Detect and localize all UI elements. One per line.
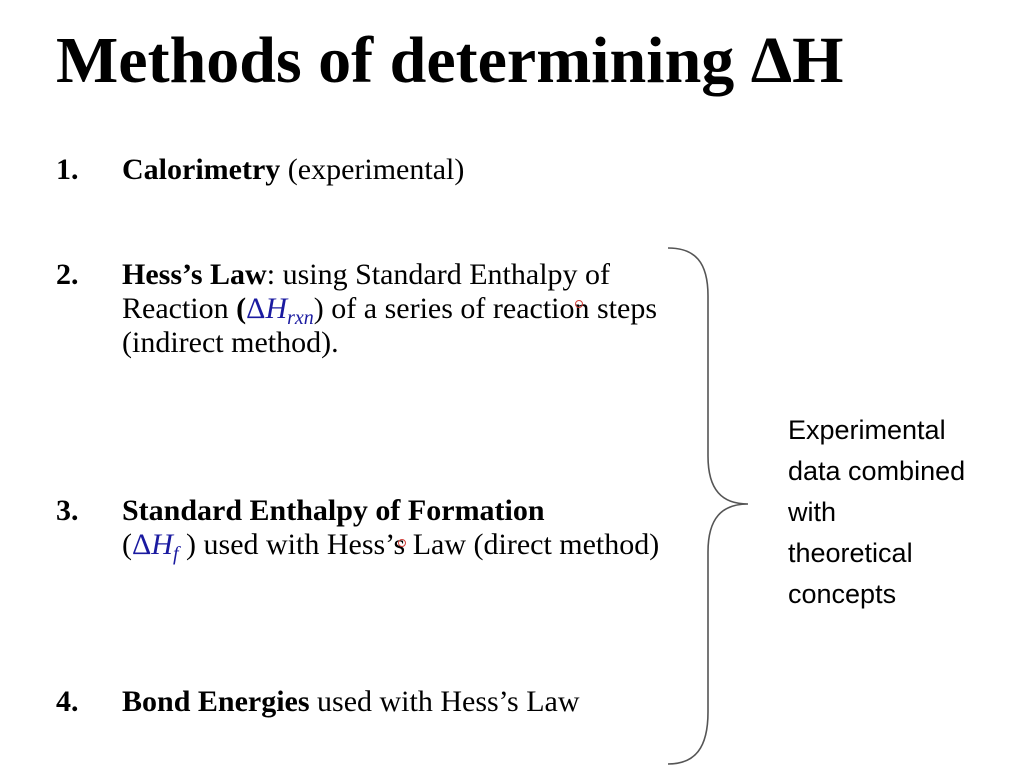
slide-title: Methods of determining ΔH xyxy=(56,24,844,97)
item-term: Bond Energies xyxy=(122,685,310,718)
method-item-standard-enthalpy-formation xyxy=(56,494,706,565)
item-text: of a series of reaction steps (indirect method). xyxy=(122,292,657,359)
item-text: (experimental) xyxy=(280,153,465,186)
item-term: Standard Enthalpy of Formation xyxy=(122,494,545,527)
open-paren: ( xyxy=(236,292,247,325)
open-paren: ( xyxy=(122,528,132,561)
item-number: 1. xyxy=(56,153,79,186)
item-number: 4. xyxy=(56,685,79,718)
subscript-f: f xyxy=(172,543,179,565)
delta-symbol: Δ xyxy=(132,528,152,561)
annotation-circle-marker xyxy=(575,300,583,308)
method-item-bond-energies xyxy=(56,685,706,719)
annotation-circle-marker xyxy=(398,539,406,547)
item-term: Hess’s Law xyxy=(122,258,267,291)
item-body xyxy=(122,685,706,719)
enthalpy-reaction-symbol xyxy=(246,292,314,329)
enthalpy-variable: H xyxy=(265,292,288,325)
right-brace-icon xyxy=(660,244,760,768)
item-text: used with Hess’s Law xyxy=(309,685,580,718)
item-text: used with Hess’s Law (direct method) xyxy=(196,528,660,561)
enthalpy-variable: H xyxy=(151,528,173,561)
item-text: : using Standard Enthalpy of Reaction xyxy=(122,258,611,325)
method-item-hess-law xyxy=(56,258,706,360)
item-term: Calorimetry xyxy=(122,153,281,186)
enthalpy-formation-symbol xyxy=(132,528,179,565)
item-number: 3. xyxy=(56,494,79,527)
delta-symbol: Δ xyxy=(246,292,266,325)
item-body xyxy=(122,494,706,565)
item-body xyxy=(122,153,706,187)
method-item-calorimetry xyxy=(56,153,706,187)
side-note: Experimental data combined with theoretical concepts xyxy=(788,415,966,609)
item-body xyxy=(122,258,706,360)
close-paren: ) xyxy=(313,292,324,325)
subscript-rxn: rxn xyxy=(287,307,314,329)
close-paren: ) xyxy=(178,528,197,561)
item-number: 2. xyxy=(56,258,79,291)
